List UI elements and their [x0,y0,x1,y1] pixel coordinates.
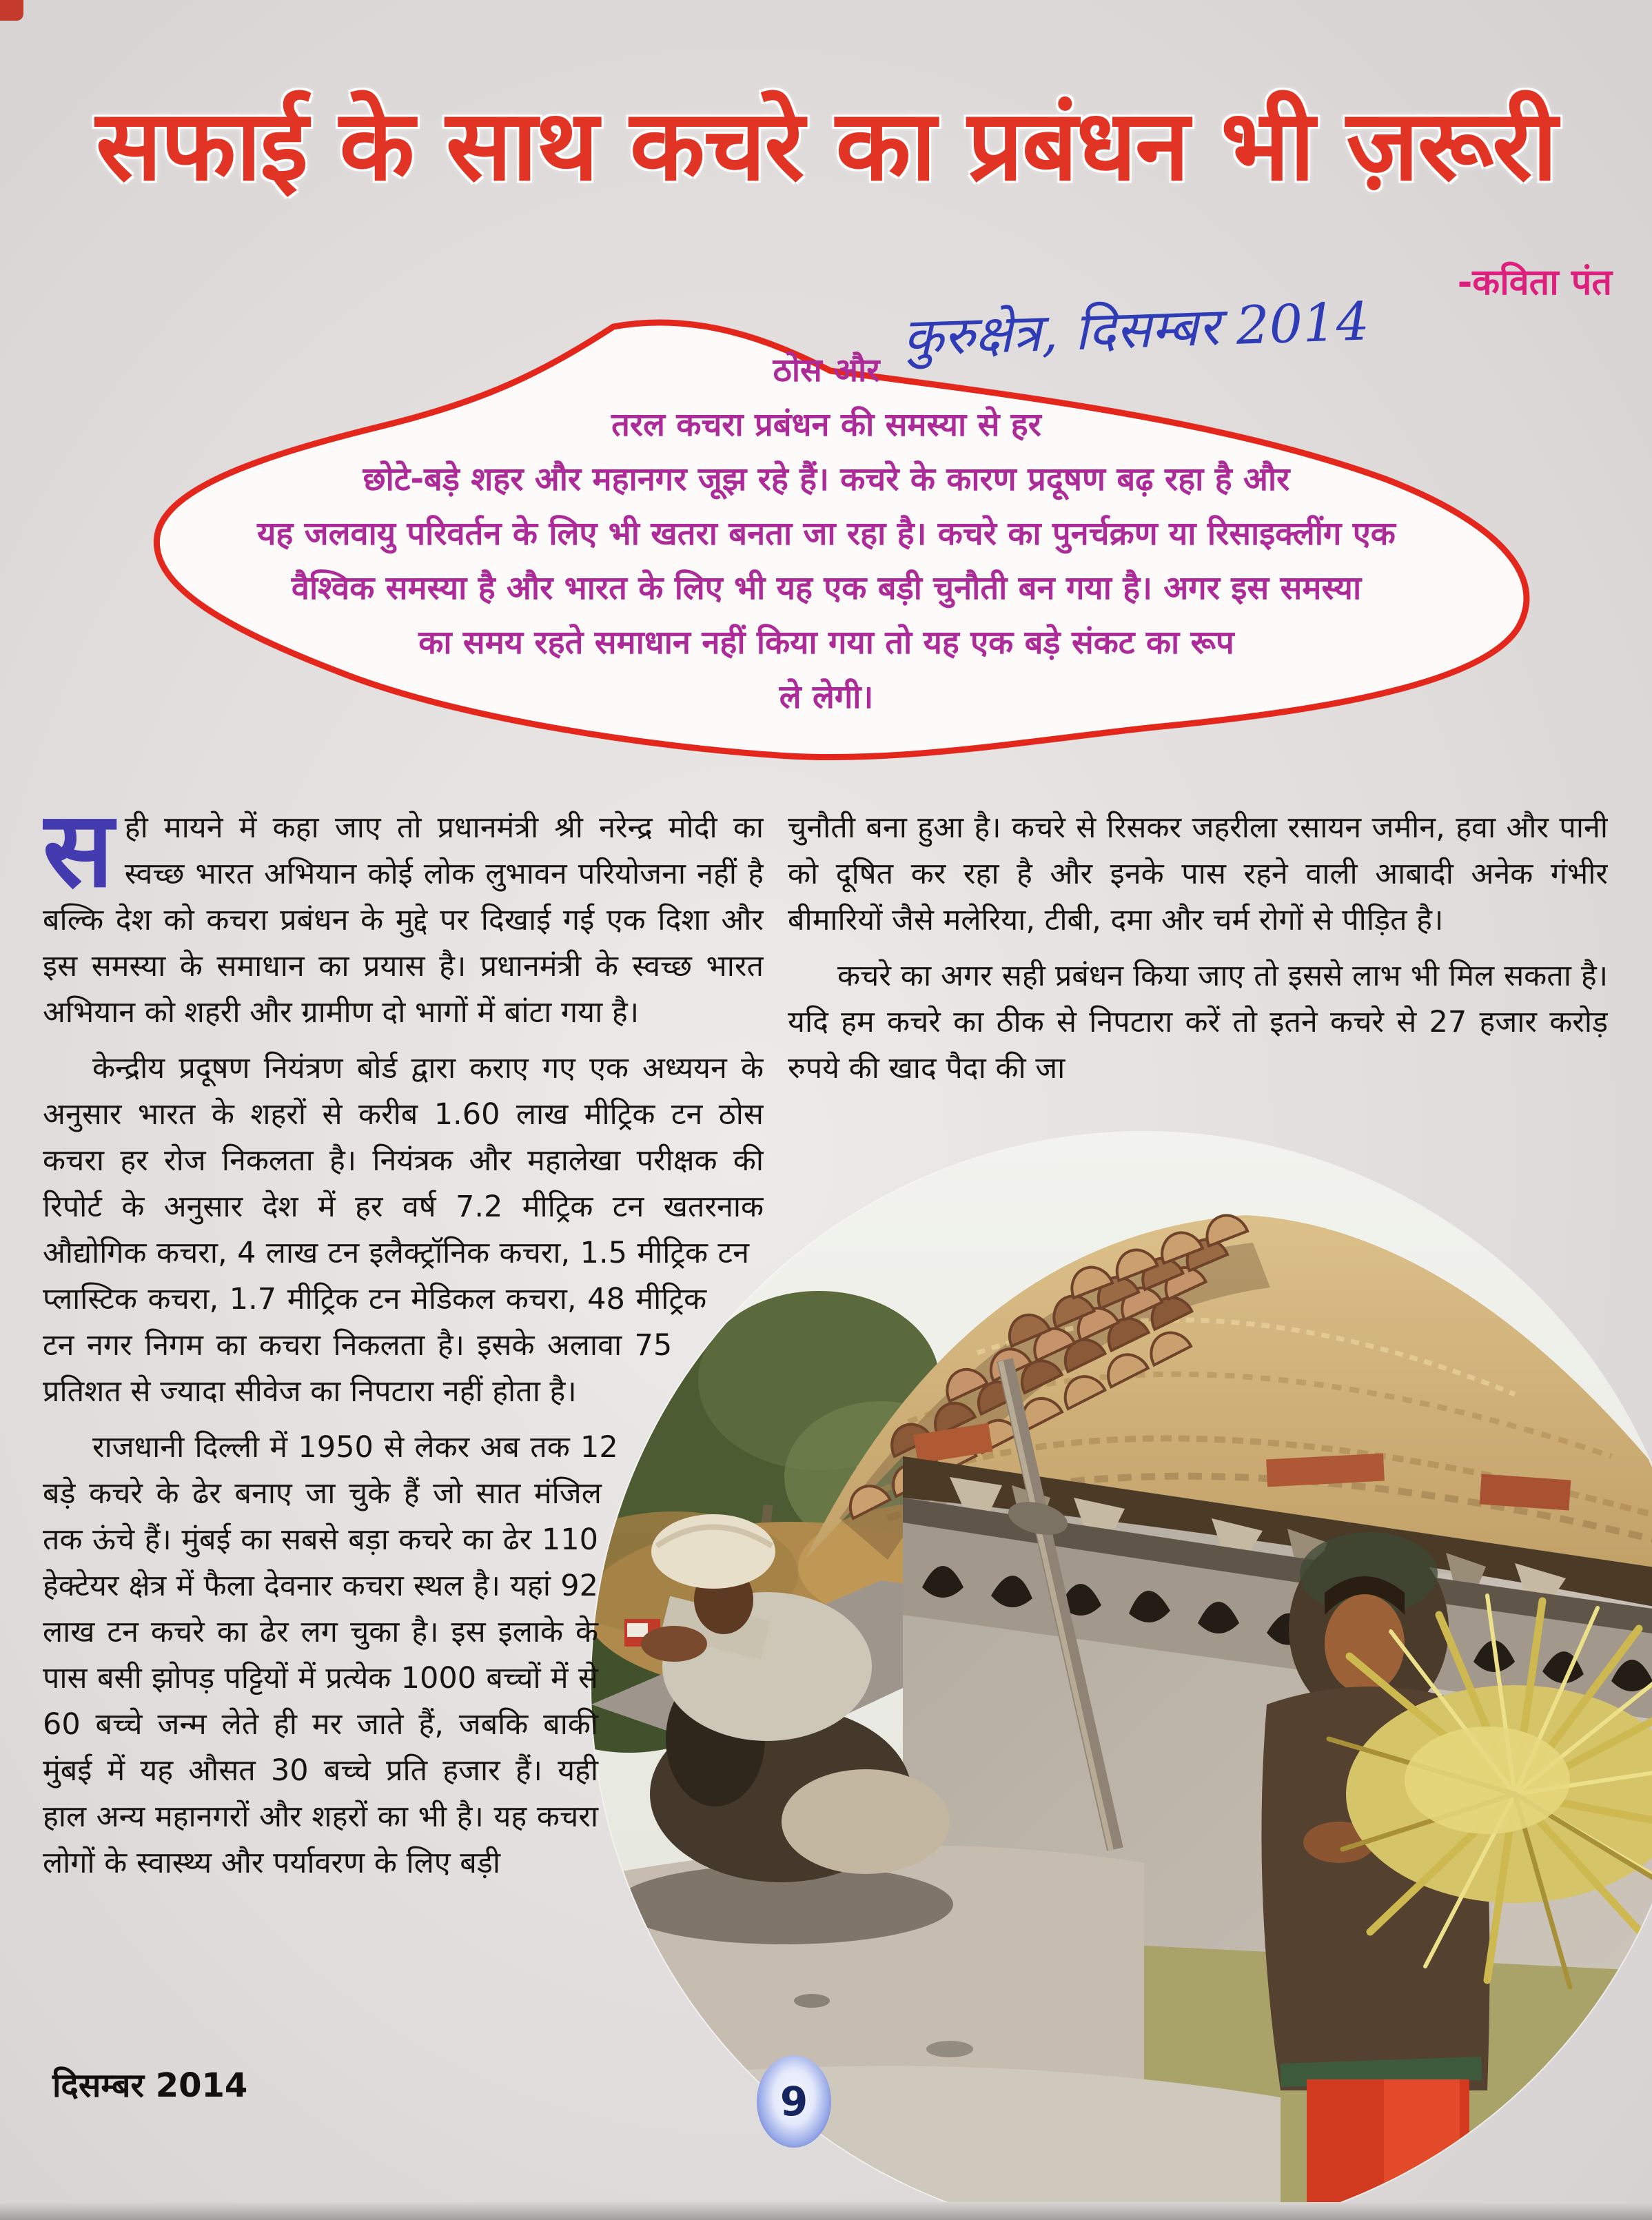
dropcap: स [43,805,114,910]
callout-line: ठोस और [773,352,880,389]
paragraph-4: चुनौती बना हुआ है। कचरे से रिसकर जहरीला रसायन जमीन, हवा और पानी को दूषित कर रहा है और इनके पास रहने वाली आबादी अनेक गंभीर बीमारियों जैसे मलेरिया, टीबी, दमा और चर्म रोगों से पीड़ित है। [788,811,1608,937]
paragraph-3: राजधानी दिल्ली में 1950 से लेकर अब तक 12 बड़े कचरे के ढेर बनाए जा चुके हैं जो सात मंजिल तक ऊंचे हैं। मुंबई का सबसे बड़ा कचरे का ढेर 110 हेक्टेयर क्षेत्र में फैला देवनार कचरा स्थल है। यहां 92 लाख टन कचरे का ढेर लग चुका है। इस इलाके के पास बसी झोपड़ पट्टियों में प्रत्येक 1000 बच्चों में से 60 बच्चे जन्म लेते ही मर जाते हैं, जबकि बाकी मुंबई में यह औसत 30 बच्चे प्रति हजार हैं। यही हाल अन्य महानगरों और शहरों का भी है। यह कचरा लोगों के स्वास्थ्य और पर्यावरण के लिए बड़ी [43,1430,618,1880]
callout-line: यह जलवायु परिवर्तन के लिए भी खतरा बनता जा रहा है। कचरे का पुनर्चक्रण या रिसाइक्लींग एक [257,515,1396,553]
callout-line: ले लेगी। [779,678,874,716]
article-title: सफाई के साथ कचरे का प्रबंधन भी ज़रूरी [96,89,1556,203]
footer-issue-date: दिसम्बर 2014 [52,2066,248,2105]
callout-line: वैश्विक समस्या है और भारत के लिए भी यह एक बड़ी चुनौती बन गया है। अगर इस समस्या [291,569,1362,607]
callout-line: तरल कचरा प्रबंधन की समस्या से हर [611,406,1041,444]
callout-text [175,343,1478,724]
callout-line: छोटे-बड़े शहर और महानगर जूझ रहे हैं। कचरे के कारण प्रदूषण बढ़ रहा है और [363,460,1290,498]
handwritten-note: कुरुक्षेत्र, दिसम्बर 2014 [901,290,1371,368]
left-column [43,805,764,2046]
author-byline: -कविता पंत [1457,262,1612,303]
page-number-badge: 9 [757,2055,831,2148]
right-column [788,805,1608,1150]
paragraph-2: केन्द्रीय प्रदूषण नियंत्रण बोर्ड द्वारा कराए गए एक अध्ययन के अनुसार भारत के शहरों से करीब 1.60 लाख मीट्रिक टन ठोस कचरा हर रोज निकलता है। नियंत्रक और महालेखा परीक्षक की रिपोर्ट के अनुसार देश में हर वर्ष 7.2 मीट्रिक टन खतरनाक औद्योगिक कचरा, 4 लाख टन इलैक्ट्रॉनिक कचरा, 1.5 मीट्रिक टन प्लास्टिक कचरा, 1.7 मीट्रिक टन मेडिकल कचरा, 48 मीट्रिक टन नगर निगम का कचरा निकलता है। इसके अलावा 75 प्रतिशत से ज्यादा सीवेज का निपटारा नहीं होता है। [43,1051,764,1409]
paragraph-5: कचरे का अगर सही प्रबंधन किया जाए तो इससे लाभ भी मिल सकता है। यदि हम कचरे का ठीक से निपटारा करें तो इतने कचरे से 27 हजार करोड़ रुपये की खाद पैदा की जा [788,959,1608,1086]
scan-corner-mark [0,0,23,21]
callout-line: का समय रहते समाधान नहीं किया गया तो यह एक बड़े संकट का रूप [418,624,1234,662]
paragraph-1-text: ही मायने में कहा जाए तो प्रधानमंत्री श्री नरेन्द्र मोदी का स्वच्छ भारत अभियान कोई लोक लुभावन परियोजना नहीं है बल्कि देश को कचरा प्रबंधन के मुद्दे पर दिखाई गई एक दिशा और इस समस्या के समाधान का प्रयास है। प्रधानमंत्री के स्वच्छ भारत अभियान को शहरी और ग्रामीण दो भागों में बांटा गया है। [43,811,764,1030]
page-bottom-edge [0,2202,1652,2220]
